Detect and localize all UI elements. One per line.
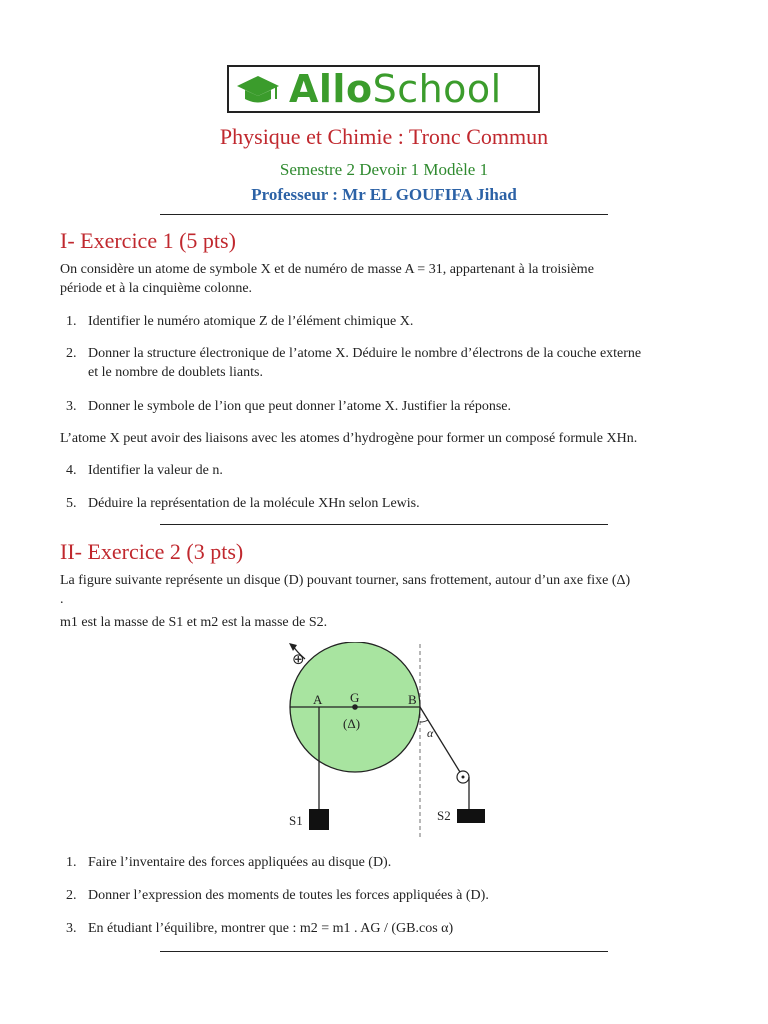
exercise1-middle-text: L’atome X peut avoir des liaisons avec les atomes d’hydrogène pour former un composé formule XHn.	[60, 431, 638, 446]
mass-s1	[309, 809, 329, 830]
exercise1-heading: I- Exercice 1 (5 pts)	[60, 228, 236, 253]
divider	[160, 951, 608, 952]
page-title: Physique et Chimie : Tronc Commun	[219, 124, 549, 149]
logo-text: AlloSchool	[289, 67, 502, 111]
exercise1-intro-line2: période et à la cinquième colonne.	[60, 281, 253, 296]
alloschool-logo	[227, 65, 540, 113]
exercise1-question5: 5. Déduire la représentation de la molécule XHn selon Lewis.	[66, 496, 420, 511]
pulley-axle	[462, 776, 465, 779]
exercise2-question3: 3. En étudiant l’équilibre, montrer que : m2 = m1 . AG / (GB.cos α)	[66, 921, 454, 936]
mass-s2	[457, 809, 485, 823]
exercise2-intro-line2: .	[60, 592, 64, 607]
exercise2-heading: II- Exercice 2 (3 pts)	[60, 539, 244, 564]
label-b: B	[408, 692, 417, 707]
inclined-string	[420, 707, 463, 777]
divider	[160, 524, 608, 525]
label-s2: S2	[437, 808, 451, 823]
label-s1: S1	[289, 813, 303, 828]
professor-name: Professeur : Mr EL GOUFIFA Jihad	[251, 185, 517, 204]
page-subtitle: Semestre 2 Devoir 1 Modèle 1	[279, 160, 489, 179]
exercise1-question1: 1. Identifier le numéro atomique Z de l’élément chimique X.	[66, 314, 414, 329]
exercise1-question3: 3. Donner le symbole de l’ion que peut donner l’atome X. Justifier la réponse.	[66, 399, 511, 414]
label-g: G	[350, 690, 360, 705]
exercise1-question2: 2. Donner la structure électronique de l’atome X. Déduire le nombre d’électrons de la couche externe et le nombre de doublets liants.	[66, 346, 642, 380]
disk-pulley-figure	[275, 642, 495, 842]
exercise2-question1: 1. Faire l’inventaire des forces appliquées au disque (D).	[66, 855, 392, 870]
label-alpha: α	[427, 726, 434, 740]
divider	[160, 214, 608, 215]
exercise1-intro-line1: On considère un atome de symbole X et de numéro de masse A = 31, appartenant à la troisième	[60, 262, 594, 277]
alpha-arc	[420, 720, 428, 722]
center-point	[352, 704, 358, 710]
exercise2-question2: 2. Donner l’expression des moments de toutes les forces appliquées à (D).	[66, 888, 489, 903]
exercise1-question4: 4. Identifier la valeur de n.	[66, 463, 223, 478]
label-a: A	[313, 692, 323, 707]
label-plus: ⊕	[292, 650, 305, 668]
exercise2-masses-text: m1 est la masse de S1 et m2 est la masse de S2.	[60, 615, 328, 630]
exercise2-intro-line1: La figure suivante représente un disque (D) pouvant tourner, sans frottement, autour d’un axe fixe (Δ)	[60, 573, 631, 588]
label-axis: (Δ)	[343, 716, 361, 731]
graduation-cap-icon	[235, 72, 281, 106]
